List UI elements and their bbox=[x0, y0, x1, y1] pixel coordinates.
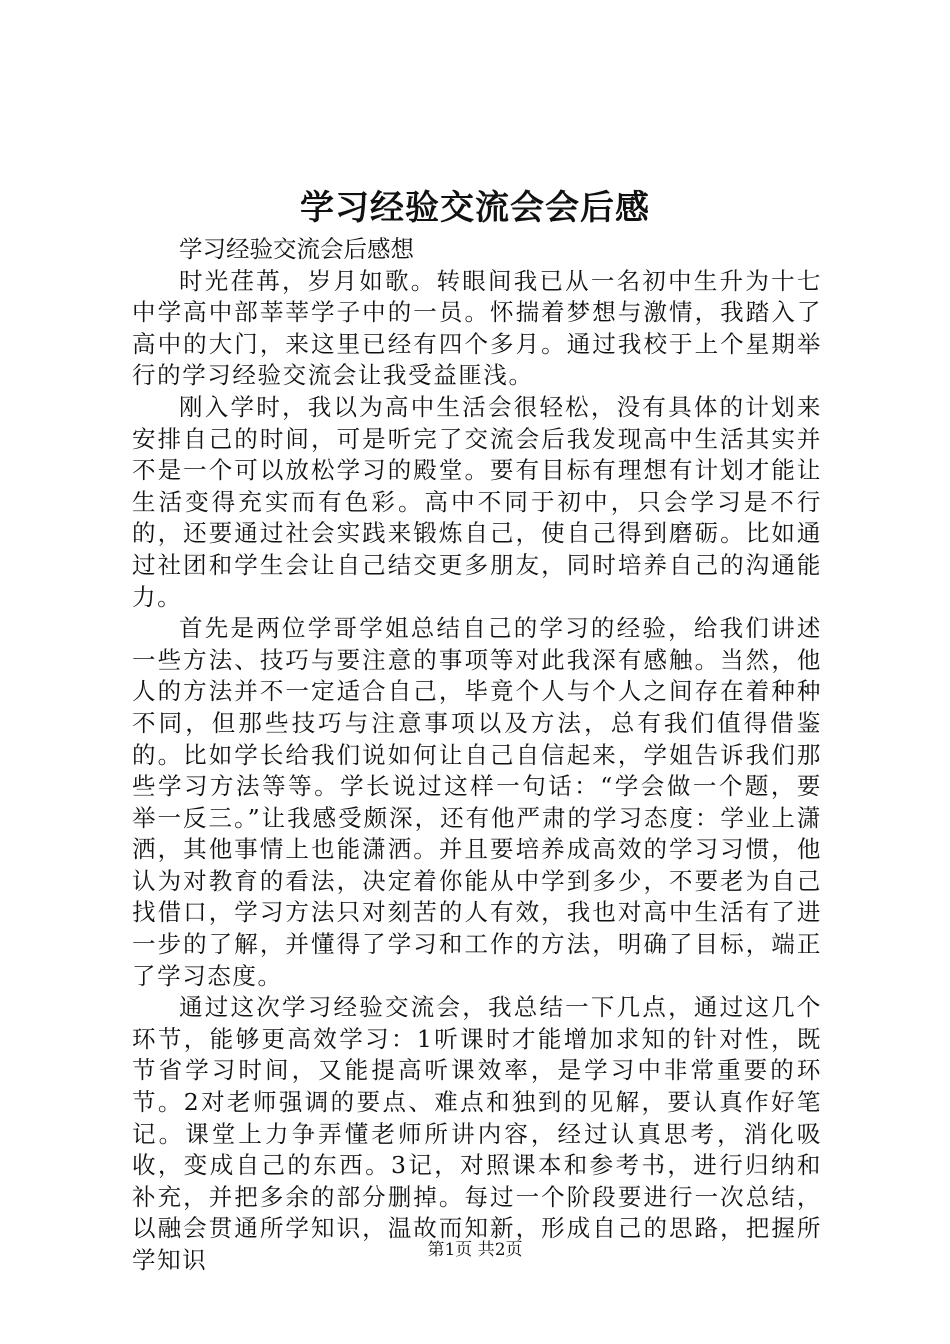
document-body bbox=[132, 234, 822, 1277]
paragraph-2: 刚入学时，我以为高中生活会很轻松，没有具体的计划来安排自己的时间，可是听完了交流会后我发现高中生活其实并不是一个可以放松学习的殿堂。要有目标有理想有计划才能让生活变得充实而有色彩。高中不同于初中，只会学习是不行的，还要通过社会实践来锻炼自己，使自己得到磨砺。比如通过社团和学生会让自己结交更多朋友，同时培养自己的沟通能力。 bbox=[132, 392, 822, 611]
paragraph-1: 时光荏苒，岁月如歌。转眼间我已从一名初中生升为十七中学高中部莘莘学子中的一员。怀揣着梦想与激情，我踏入了高中的大门，来这里已经有四个多月。通过我校于上个星期举行的学习经验交流会让我受益匪浅。 bbox=[132, 266, 822, 390]
paragraph-3: 首先是两位学哥学姐总结自己的学习的经验，给我们讲述一些方法、技巧与要注意的事项等对此我深有感触。当然，他人的方法并不一定适合自己，毕竟个人与个人之间存在着种种不同，但那些技巧与注意事项以及方法，总有我们值得借鉴的。比如学长给我们说如何让自己自信起来，学姐告诉我们那些学习方法等等。学长说过这样一句话：“学会做一个题，要举一反三。”让我感受颇深，还有他严肃的学习态度：学业上潇洒，其他事情上也能潇洒。并且要培养成高效的学习习惯，他认为对教育的看法，决定着你能从中学到多少，不要老为自己找借口，学习方法只对刻苦的人有效，我也对高中生活有了进一步的了解，并懂得了学习和工作的方法，明确了目标，端正了学习态度。 bbox=[132, 614, 822, 990]
page-number-footer: 第1页 共2页 bbox=[427, 1240, 523, 1260]
document-subtitle: 学习经验交流会后感想 bbox=[179, 235, 414, 263]
paragraph-4: 通过这次学习经验交流会，我总结一下几点，通过这几个环节，能够更高效学习：1听课时才能增加求知的针对性，既节省学习时间，又能提高听课效率，是学习中非常重要的环节。2对老师强调的要点、难点和独到的见解，要认真作好笔记。课堂上力争弄懂老师所讲内容，经过认真思考，消化吸收，变成自己的东西。3记，对照课本和参考书，进行归纳和补充，并把多余的部分删掉。每过一个阶段要进行一次总结，以融会贯通所学知识，温故而知新，形成自己的思路，把握所学知识 bbox=[132, 993, 822, 1274]
document-title: 学习经验交流会会后感 bbox=[300, 188, 650, 228]
